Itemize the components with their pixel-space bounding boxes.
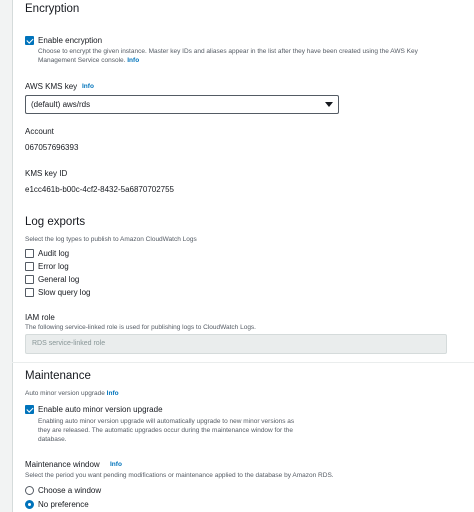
log-exports-description: Select the log types to publish to Amazon CloudWatch Logs — [25, 236, 197, 243]
account-label: Account — [25, 127, 54, 136]
slow-query-log-checkbox[interactable] — [25, 288, 34, 297]
enable-upgrade-desc-line-3: database. — [38, 436, 67, 443]
maintenance-window-description: Select the period you want pending modifications or maintenance applied to the database by Amazon RDS. — [25, 472, 334, 479]
kms-key-id-value: e1cc461b-b00c-4cf2-8432-5a6870702755 — [25, 185, 175, 194]
encryption-heading: Encryption — [25, 3, 80, 15]
encryption-info-link[interactable]: Info — [127, 57, 140, 64]
kms-key-info-link[interactable]: Info — [82, 83, 94, 90]
auto-minor-info-link[interactable]: Info — [106, 390, 119, 397]
kms-key-select[interactable] — [25, 95, 339, 114]
settings-panel — [12, 0, 474, 512]
iam-role-label: IAM role — [25, 313, 55, 322]
kms-key-select-value: (default) aws/rds — [31, 100, 91, 109]
iam-role-description: The following service-linked role is used for publishing logs to CloudWatch Logs. — [25, 324, 256, 331]
no-preference-radio[interactable] — [25, 500, 34, 509]
log-exports-heading: Log exports — [25, 216, 86, 228]
error-log-label[interactable]: Error log — [38, 262, 69, 271]
enable-encryption-desc-text: Choose to encrypt the given instance. Master key IDs and aliases appear in the list after they have been created using the AWS Key Management Service console. — [38, 48, 418, 64]
audit-log-checkbox[interactable] — [25, 249, 34, 258]
general-log-label[interactable]: General log — [38, 275, 80, 284]
enable-encryption-description — [38, 47, 448, 65]
audit-log-label[interactable]: Audit log — [38, 249, 70, 258]
kms-key-label: AWS KMS key — [25, 82, 78, 91]
general-log-checkbox[interactable] — [25, 275, 34, 284]
no-preference-label[interactable]: No preference — [38, 500, 89, 509]
enable-upgrade-desc-line-1: Enabling auto minor version upgrade will automatically upgrade to new minor versions as — [38, 418, 295, 425]
iam-role-placeholder: RDS service-linked role — [32, 340, 106, 347]
maintenance-window-label: Maintenance window — [25, 460, 100, 469]
error-log-checkbox[interactable] — [25, 262, 34, 271]
enable-auto-minor-upgrade-label[interactable]: Enable auto minor version upgrade — [38, 405, 163, 414]
enable-encryption-checkbox[interactable] — [25, 36, 34, 45]
section-divider — [12, 362, 474, 363]
slow-query-log-label[interactable]: Slow query log — [38, 288, 91, 297]
kms-key-id-label: KMS key ID — [25, 169, 68, 178]
auto-minor-version-label: Auto minor version upgrade — [25, 390, 105, 397]
iam-role-input — [25, 334, 447, 354]
enable-encryption-label[interactable]: Enable encryption — [38, 36, 103, 45]
caret-down-icon — [325, 102, 333, 107]
choose-window-radio[interactable] — [25, 486, 34, 495]
auto-minor-version-label-row — [25, 389, 119, 398]
maintenance-window-info-link[interactable]: Info — [110, 461, 122, 468]
enable-auto-minor-upgrade-checkbox[interactable] — [25, 405, 34, 414]
choose-window-label[interactable]: Choose a window — [38, 486, 102, 495]
maintenance-heading: Maintenance — [25, 370, 91, 382]
account-value: 067057696393 — [25, 143, 79, 152]
enable-upgrade-desc-line-2: they are released. The automatic upgrades occur during the maintenance window for the — [38, 427, 293, 434]
